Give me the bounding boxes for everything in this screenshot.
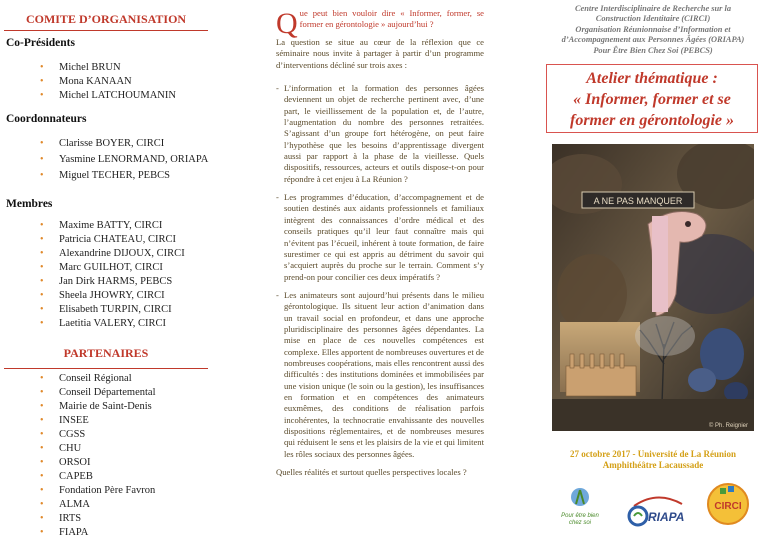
coordinators-title: Coordonnateurs	[6, 113, 87, 125]
event-title-line: Atelier thématique :	[586, 70, 718, 87]
pebcs-logo	[554, 486, 606, 530]
partners-list	[40, 372, 156, 537]
list-item: • IRTS	[40, 512, 156, 526]
organiser-line: Organisation Réunionnaise d’Information et	[575, 24, 731, 34]
cover-column	[540, 0, 766, 537]
list-item: • Elisabeth TURPIN, CIRCI	[40, 303, 185, 317]
list-item: • Jan Dirk HARMS, PEBCS	[40, 275, 185, 289]
pebcs-tagline-1: Pour être bien	[561, 513, 599, 519]
pebcs-emblem-icon	[570, 486, 590, 508]
circi-label: CIRCI	[714, 501, 742, 512]
list-item: • Alexandrine DIJOUX, CIRCI	[40, 247, 185, 261]
list-item: • INSEE	[40, 414, 156, 428]
circi-logo	[706, 482, 750, 526]
axes-list	[276, 83, 484, 460]
collage-illustration	[552, 144, 754, 431]
partners-title: PARTENAIRES	[63, 346, 149, 360]
oriapa-logo	[624, 488, 690, 528]
oriapa-label: RIAPA	[648, 510, 685, 524]
question-paragraph: La question se situe au cœur de la réflexion que ce séminaire nous invite à partager à partir d’un programme d’interventions décliné sur trois axes :	[276, 37, 484, 70]
presentation-column	[276, 8, 484, 478]
event-title-box	[546, 64, 758, 133]
list-item: • Laetitia VALERY, CIRCI	[40, 317, 185, 331]
list-item: • Clarisse BOYER, CIRCI	[40, 137, 208, 153]
event-date: 27 octobre 2017 - Université de La Réunion	[569, 449, 737, 459]
intro-paragraph	[276, 7, 484, 40]
list-item: • Yasmine LENORMAND, ORIAPA	[40, 153, 208, 169]
pebcs-tagline-2: chez soi	[568, 520, 591, 526]
organiser-line: d’Accompagnement aux Personnes Âgées (ORIAPA)	[561, 35, 745, 45]
event-title-line: « Informer, former et se	[573, 91, 731, 108]
collage-artwork	[552, 144, 754, 431]
organiser-line: Pour Être Bien Chez Soi (PEBCS)	[593, 45, 713, 55]
list-item: • Patricia CHATEAU, CIRCI	[40, 233, 185, 247]
event-venue: Amphithéâtre Lacaussade	[602, 460, 704, 470]
closing-question: Quelles réalités et surtout quelles perspectives locales ?	[276, 467, 467, 478]
copresidents-list	[40, 61, 176, 103]
intro-text: ue peut bien vouloir dire « Informer, former, se former en gérontologie » aujourd’hui ?	[299, 8, 484, 30]
list-item: • CHU	[40, 442, 156, 456]
list-item: • Michel BRUN	[40, 61, 176, 75]
copresidents-title: Co-Présidents	[6, 37, 75, 49]
list-item: • Conseil Régional	[40, 372, 156, 386]
event-date-venue	[540, 449, 766, 471]
organisation-column	[0, 0, 212, 537]
list-item: • Fondation Père Favron	[40, 484, 156, 498]
organisers-header	[540, 0, 766, 56]
partners-header	[0, 346, 212, 369]
dropcap-letter: Q	[276, 7, 298, 40]
artwork-credit: © Ph. Reignier	[708, 423, 748, 429]
partners-divider	[4, 368, 208, 369]
list-item: • ORSOI	[40, 456, 156, 470]
list-item: • CGSS	[40, 428, 156, 442]
list-item: • Miguel TECHER, PEBCS	[40, 169, 208, 185]
partner-logos	[540, 480, 766, 530]
list-item: • Michel LATCHOUMANIN	[40, 89, 176, 103]
axis-item: - L’information et la formation des personnes âgées deviennent un objet de recherche pertinent avec, d’une part, le vieillissement de la population et, de l’autre, l’augmentation du nombre des personnes retraitées. S’agissant d’un groupe fort hétérogène, on peut faire l’hypothèse que les besoins d’apprentissage divergent aussi par rapport à la phase de la vieillesse. Quels dispositifs, ressources, acteurs et outils dispose-t-on pour répondre à cet enjeu à La Réunion ?	[276, 83, 484, 185]
circi-emblem-icon	[706, 482, 750, 526]
event-title-line: former en gérontologie »	[570, 112, 734, 129]
committee-title: COMITE D’ORGANISATION	[25, 12, 187, 26]
coordinators-list	[40, 137, 208, 185]
axis-item: - Les animateurs sont aujourd’hui présents dans le milieu gérontologique. Ils situent leur action d’animation dans un travail social en profondeur, et dans une approche pluridisciplinaire des personnes âgées dépendantes. La mise en place de ces nouvelles compétences est complexe. Elles apportent de nombreuses ouvertures et de nombreuses coopérations, mais elles rencontrent aussi des difficultés : des institutions dominées et immobilisées par une vision unique (le soin ou la gestion), les insuffisances en formation et en compétences des animateurs euxmêmes, des conditions de réalisation parfois incohérentes, la technocratie envahissante des nouvelles dispositions réglementaires, et de nombreuses mesures qui réduisent le sens et les plaisirs de la vie et qui limitent les rôles sociaux des personnes âgées.	[276, 290, 484, 460]
members-list	[40, 219, 185, 331]
organiser-line: Construction Identitaire (CIRCI)	[595, 14, 711, 24]
members-title: Membres	[6, 198, 53, 210]
list-item: • Mairie de Saint-Denis	[40, 400, 156, 414]
list-item: • Sheela JHOWRY, CIRCI	[40, 289, 185, 303]
list-item: • Maxime BATTY, CIRCI	[40, 219, 185, 233]
organiser-line: Centre Interdisciplinaire de Recherche sur la	[574, 4, 732, 13]
list-item: • CAPEB	[40, 470, 156, 484]
list-item: • Marc GUILHOT, CIRCI	[40, 261, 185, 275]
list-item: • FIAPA	[40, 526, 156, 537]
list-item: • ALMA	[40, 498, 156, 512]
list-item: • Mona KANAAN	[40, 75, 176, 89]
committee-header	[0, 12, 212, 31]
axis-item: - Les programmes d’éducation, d’accompagnement et de soutien destinés aux aidants professionnels et familiaux intègrent des connaissances d’ordre médical et des conseils pratiques qu’il leur faut connaître mais qui n’évitent pas l’écueil, inhérent à toute formation, de faire surestimer ce qui est appris au détriment du savoir qui s’acquiert auprès du proche sur le terrain. Comment s’y prend-on pour concilier ces deux impératifs ?	[276, 192, 484, 283]
oriapa-emblem-icon	[624, 488, 690, 528]
artwork-banner-text: A NE PAS MANQUER	[593, 196, 683, 206]
list-item: • Conseil Départemental	[40, 386, 156, 400]
committee-divider	[4, 30, 208, 31]
